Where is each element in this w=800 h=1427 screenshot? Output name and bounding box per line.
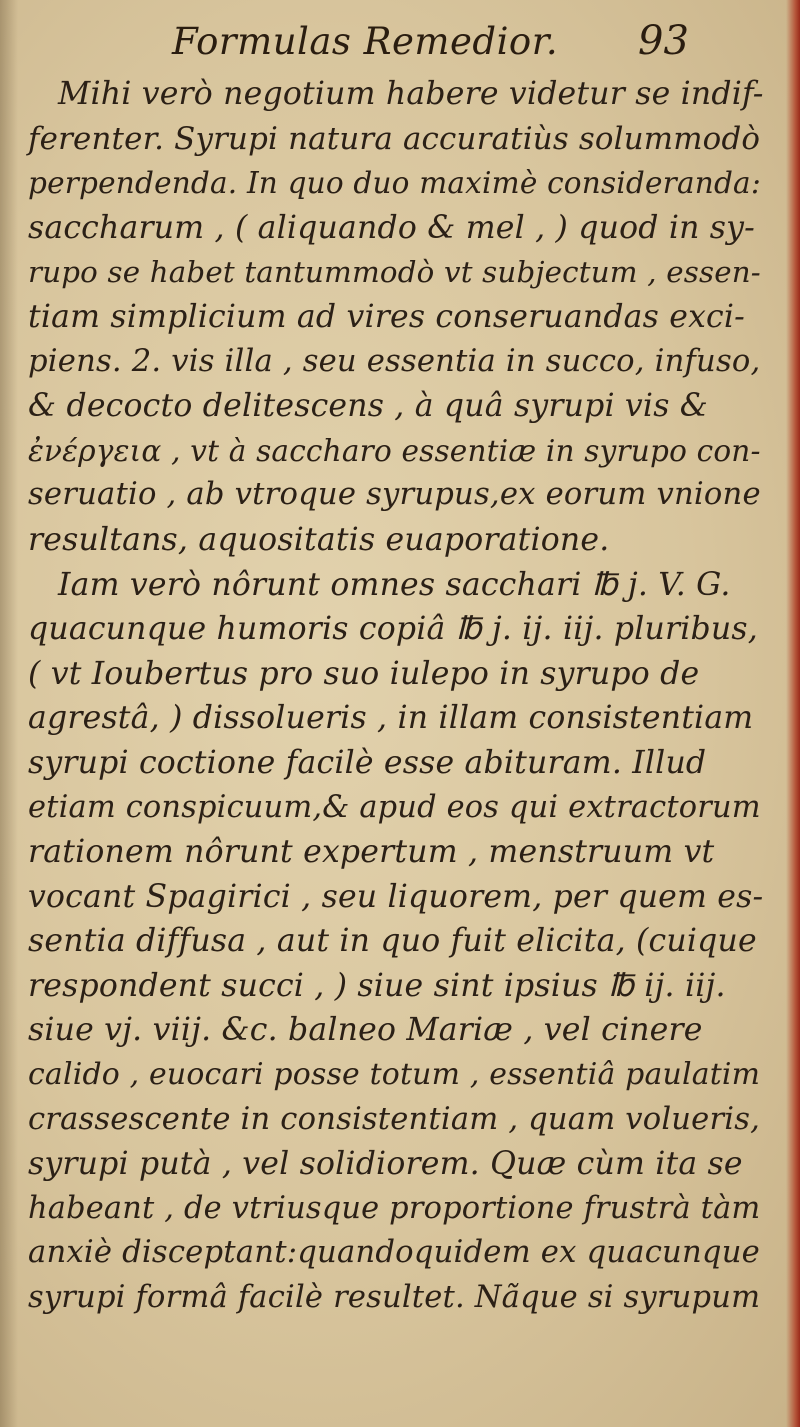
- text-line: syrupi putà , vel solidiorem. Quæ cùm ita se: [28, 1146, 743, 1183]
- text-line: rationem nôrunt expertum , menstruum vt: [28, 834, 715, 871]
- text-line: etiam conspicuum,& apud eos qui extractorum: [28, 789, 761, 825]
- text-line: Iam verò nôrunt omnes sacchari ℔ j. V. G.: [58, 566, 731, 603]
- gutter-shadow: [0, 0, 18, 1427]
- text-line: syrupi formâ facilè resultet. Nãque si syrupum: [28, 1280, 761, 1316]
- paragraph-2: [28, 563, 768, 1321]
- text-line: respondent succi , ) siue sint ipsius ℔ ij. iij.: [28, 967, 726, 1004]
- text-line: piens. 2. vis illa , seu essentia in succo, infuso,: [28, 343, 761, 379]
- text-line: rupo se habet tantummodò vt subjectum , essen-: [28, 255, 761, 290]
- text-line: saccharum , ( aliquando & mel , ) quod in sy-: [28, 209, 755, 246]
- text-line: ( vt Ioubertus pro suo iulepo in syrupo de: [28, 655, 700, 692]
- text-line: ἐνέργεια , vt à saccharo essentiæ in syrupo con-: [28, 433, 761, 468]
- text-line: perpendenda. In quo duo maximè consideranda:: [28, 166, 761, 201]
- text-line: habeant , de vtriusque proportione frustrà tàm: [28, 1190, 761, 1226]
- text-line: Mihi verò negotium habere videtur se indif-: [58, 76, 764, 112]
- text-line: calido , euocari posse totum , essentiâ paulatim: [28, 1057, 761, 1093]
- text-line: agrestâ, ) dissolueris , in illam consistentiam: [28, 700, 754, 737]
- text-line: sentia diffusa , aut in quo fuit elicita, (cuique: [28, 923, 757, 960]
- text-line: seruatio , ab vtroque syrupus,ex eorum vnione: [28, 477, 761, 513]
- text-line: quacunque humoris copiâ ℔ j. ij. iij. pluribus,: [28, 611, 758, 648]
- paragraph-1: [28, 72, 768, 563]
- text-line: ferenter. Syrupi natura accuratiùs solummodò: [28, 120, 761, 157]
- text-line: resultans, aquositatis euaporatione.: [28, 521, 610, 558]
- text-line: anxiè disceptant:quandoquidem ex quacunque: [28, 1235, 760, 1271]
- text-line: siue vj. viij. &c. balneo Mariæ , vel cinere: [28, 1012, 703, 1049]
- page-edge: [786, 0, 800, 1427]
- page-header: [0, 12, 800, 72]
- text-line: tiam simplicium ad vires conseruandas exci-: [28, 298, 746, 335]
- text-line: syrupi coctione facilè esse abituram. Illud: [28, 744, 707, 781]
- page-number: 93: [638, 18, 689, 64]
- text-block: [28, 72, 768, 1321]
- running-head: Formulas Remedior.: [172, 20, 559, 63]
- text-line: & decocto delitescens , à quâ syrupi vis &: [28, 388, 709, 425]
- text-line: crassescente in consistentiam , quam volueris,: [28, 1101, 761, 1137]
- text-line: vocant Spagirici , seu liquorem, per quem es-: [28, 878, 764, 915]
